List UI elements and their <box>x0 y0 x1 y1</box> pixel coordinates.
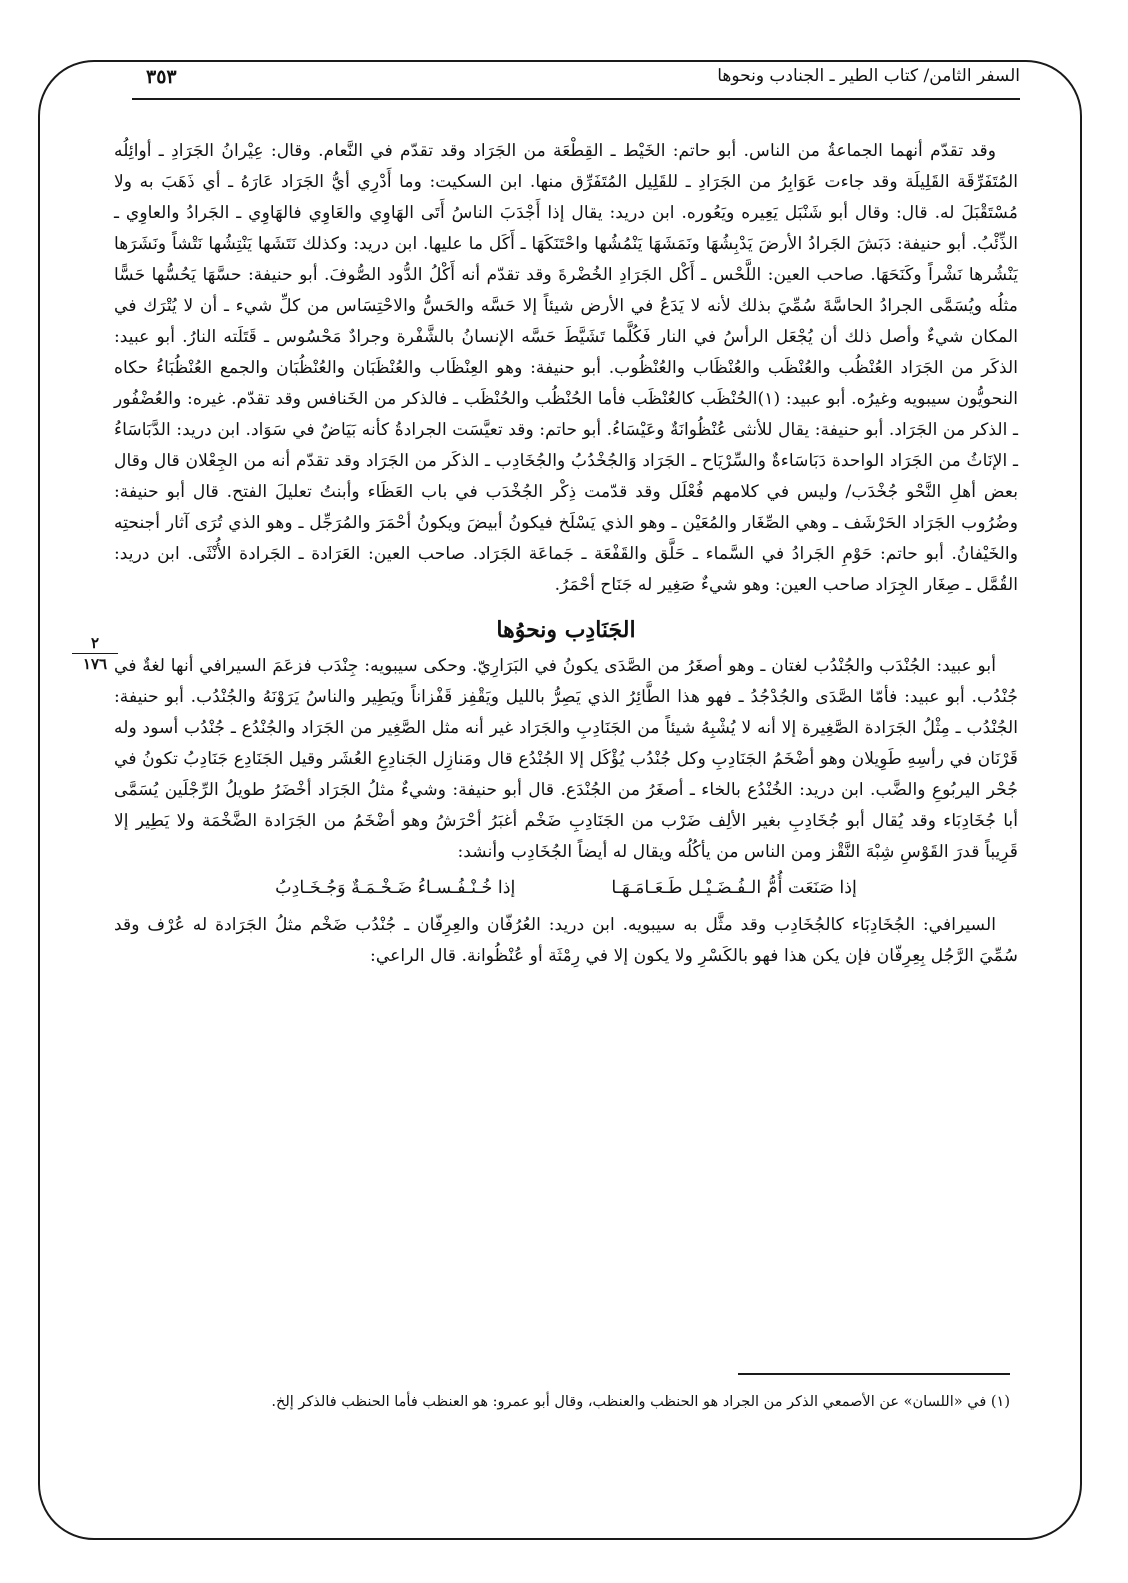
marginal-ref-page: ١٧٦ <box>82 655 108 673</box>
running-title: السفر الثامن/ كتاب الطير ـ الجنادب ونحوها <box>717 66 1020 86</box>
verse-second-half: إذا خُـنْـفُـسـاءُ ضَـخْـمَـةٌ وَجُـخَـادِبُ <box>275 878 516 898</box>
marginal-page-reference <box>72 634 118 673</box>
page-header <box>132 62 1020 100</box>
main-text <box>114 136 1018 972</box>
paragraph-locusts: وقد تقدّم أنهما الجماعةُ من الناس. أبو حاتم: الخَيْط ـ القِطْعَة من الجَرَاد وقد تقدّم في النَّعام. وقال: عِيْرانُ الجَرَادِ ـ أوائِلُه المُتَفَرِّقَة القَلِيلَة وقد جاءت عَوَابِرُ من الجَرَادِ ـ للقَلِيل المُتَفَرِّق منها. ابن السكيت: وما أَدْرِي أيُّ الجَرَاد عَارَهُ ـ أي ذَهَبَ به ولا مُسْتَقْبَلَ له. قال: وقال أبو شَنْبَل يَعِيره ويَعُوره. ابن دريد: يقال إذا أَجْدَبَ الناسُ أَتَى الهَاوِي والعَاوِي فالهَاوِي ـ الجَرادُ والعاوِي ـ الذِّئْبُ. أبو حنيفة: دَبَشَ الجَرادُ الأرضَ يَدْبِشُهَا ونَمَشَهَا يَنْمُشُها واحْتَنَكَهَا ـ أَكَل ما عليها. ابن دريد: وكذلك نَتَشَها يَنْتِشُها نَتْشاً ونَشَرَها يَنْشُرها نَشْراً وكَنَحَهَا. صاحب العين: اللَّحْس ـ أَكْل الجَرَادِ الخُضْرةَ وقد تقدّم أنه أَكْلُ الدُّود الصُّوفَ. أبو حنيفة: حسَّهَا يَحُسُّها حَسًّا مثلُه ويُسَمَّى الجرادُ الحاسَّةَ سُمِّيَ بذلك لأنه لا يَدَعُ في الأرض شيئاً إلا حَسَّه والحَسُّ والاحْتِسَاس من كلِّ شيء ـ أن لا يُتْرَك في المكان شيءٌ وأصل ذلك أن يُجْعَل الرأسُ في النار فَكُلَّما تَشَيَّطَ حَسَّه الإنسانُ بالشَّفْرة وجرادٌ مَحْسُوس ـ قَتَلَته النارُ. أبو عبيد: الذكَر من الجَرَاد العُنْظُب والعُنْظَب والعُنْظَاب والعُنْظُوب. أبو حنيفة: وهو العِنْظَاب والعُنْظَبَان والعُنْظُبَان والجمع العُنْظُبَاءُ حكاه النحويُّون سيبويه وغيرُه. أبو عبيد: (١)الحُنْظَب كالعُنْظَب فأما الحُنْظُب والحُنْظَب ـ فالذكر من الخَنافس وقد تقدّم. غيره: والعُضْفُور ـ الذكر من الجَرَاد. أبو حنيفة: يقال للأنثى عُنْظُوانَةٌ وعَيْسَاءُ. أبو حاتم: وقد تعيَّسَت الجرادةُ كأنه بَيَاضٌ في سَوَاد. ابن دريد: الدَّبَاسَاءُ ـ الإنَاثُ من الجَرَاد الواحدة دَبَاسَاءةٌ والسِّرْيَاح ـ الجَرَاد وَالجُخْدُبُ والجُخَادِب ـ الذكَر من الجَرَاد وقد تقدّم أنه من الجِعْلان قال وقال بعض أهلِ النَّحْو جُخْدَب/ وليس في كلامهم فُعْلَل وقد قدّمت ذِكْر الجُخْدَب في باب العَظَاء وأبنتُ تعليلَ الفتح. قال أبو حنيفة: وضُرُوب الجَرَاد الحَرْشَف ـ وهي الصِّغَار والمُعَيْن ـ وهو الذي يَسْلَخ فيكونُ أبيضَ ويكونُ أحْمَرَ والمُرَجِّل ـ وهو الذي تُرَى آثار أجنحتِه والخَيْفانُ. أبو حاتم: حَوْمِ الجَرادُ في السَّماء ـ حَلَّق والقَفْعَة ـ جَماعَة الجَرَاد. صاحب العين: العَرَادة ـ الجَرادة الأُنْثَى. ابن دريد: القُمَّل ـ صِغَار الجِرَاد صاحب العين: وهو شيءٌ صَغِير له جَنَاح أحْمَرُ. <box>114 141 1018 595</box>
paragraph-grasshoppers: أبو عبيد: الجُنْدَب والجُنْدُب لغتان ـ وهو أصغَرُ من الصَّدَى يكونُ في البَرَارِيّ. وحكى سيبويه: جِنْدَب فزعَمَ السيرافي أنها لغةٌ في جُنْدُب. أبو عبيد: فأمّا الصَّدَى والجُدْجُدُ ـ فهو هذا الطَّائِرُ الذي يَصِرُّ بالليل ويَقْفِز قَفْزاناً ويَطِير والناسُ يَرَوْنَهُ والجُنْدُب. أبو حنيفة: الجُنْدُب ـ مِثْلُ الجَرَادة الصَّغِيرة إلا أنه لا يُشْبِهُ شيئاً من الجَنَادِبِ والجَرَاد غير أنه مثل الصَّغِير من الجَرَاد والجُنْدُع ـ جُنْدُب أسود وله قَرْنَان في رأسِهِ طَوِيلان وهو أضْخَمُ الجَنَادِبِ وكل جُنْدُب يُؤْكَل إلا الجُنْدُع قال ومَنازِل الجَنادِعِ العُشَر وقيل الجَنَادِع جَنَادِبُ تكونُ في جُحْر اليربُوعِ والضَّب. ابن دريد: الخُنْدُع بالخاء ـ أصغَرُ من الجُنْدَع. قال أبو حنيفة: وشيءٌ مثلُ الجَرَاد أخْضَرُ طويلُ الرِّجْلَين يُسَمَّى أبا جُخَادِبَاء وقد يُقال أبو جُخَادِبِ بغير الألِف ضَرْب من الجَنَادِبِ ضَخْم أغبَرُ أحْرَشُ وهو أضْخَمُ من الجَرَادة الضَّخْمَة ولا يَطِير إلا قَرِيباً قدرَ القَوْسِ شِبْهَ النَّقْز ومن الناس من يأكُلُه ويقال له أيضاً الجُخَادِب وأنشد: <box>114 656 1018 862</box>
verse-first-half: إذا صَنَعَت أُمُّ الـفُـضَـيْـل طَـعَـامَـهَـا <box>611 878 857 898</box>
marginal-ref-volume: ٢ <box>72 634 118 654</box>
page-number: ٣٥٣ <box>146 66 177 88</box>
footnote: (١) في «اللسان» عن الأصمعي الذكر من الجراد هو الحنظب والعنظب، وقال أبو عمرو: هو العنظب فأما الحنظب فالذكر إلخ. <box>271 1394 1010 1410</box>
footnote-separator <box>738 1373 1010 1375</box>
section-heading: الجَنَادِب ونحوُها <box>496 617 636 643</box>
poetry-verse <box>114 878 1018 898</box>
paragraph-sirafi: السيرافي: الجُخَادِبَاء كالجُخَادِب وقد مثَّل به سيبويه. ابن دريد: العُرُفّان والعِرِفّان ـ جُنْدُب ضَخْم مثلُ الجَرَادة له عُرْف وقد سُمِّيَ الرَّجُل بِعِرِفّان فإن يكن هذا فهو بالكَسْرِ ولا يكون إلا في رِمْثَة أو عُنْظُوانة. قال الراعي: <box>114 915 1018 966</box>
